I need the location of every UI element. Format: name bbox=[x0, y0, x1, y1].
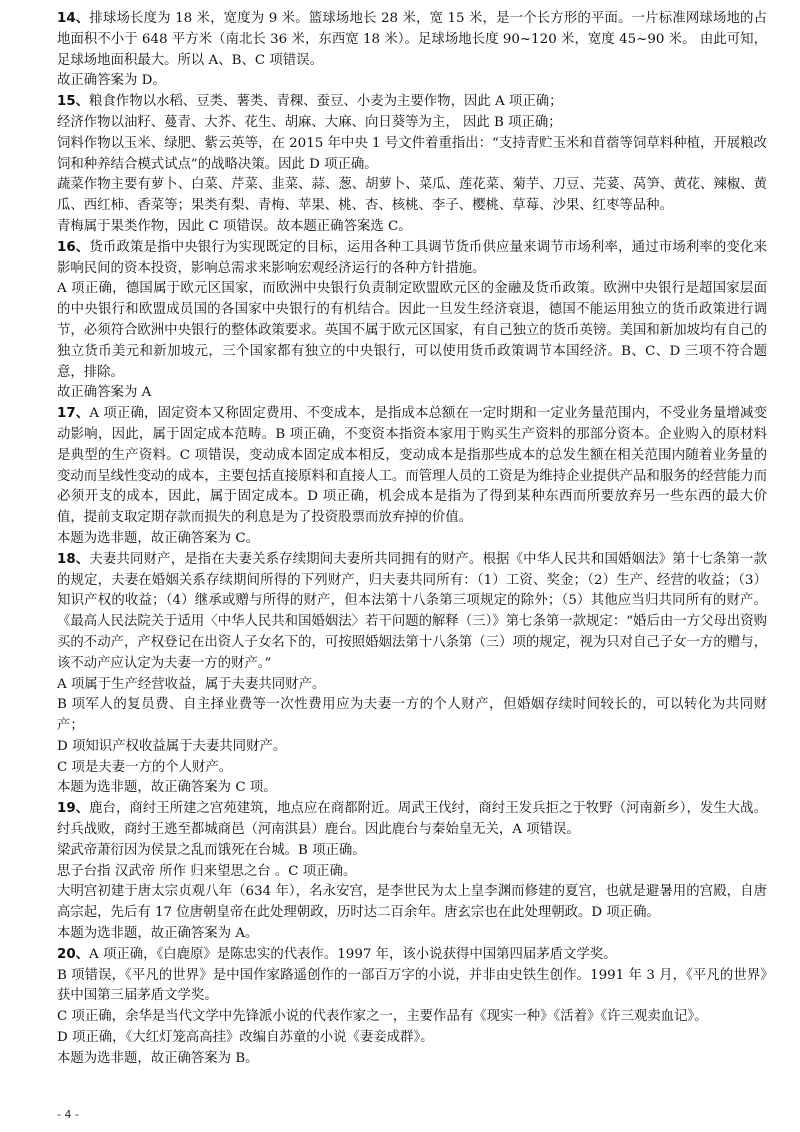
question-first-paragraph bbox=[57, 238, 767, 280]
paragraph-text: A 项正确，《白鹿原》是陈忠实的代表作。1997 年，该小说获得中国第四届茅盾文学奖。 bbox=[89, 946, 617, 962]
paragraph-text: C 项是夫妻一方的个人财产。 bbox=[57, 759, 233, 775]
explanation-paragraph bbox=[57, 924, 767, 945]
question-first-paragraph bbox=[57, 9, 767, 71]
answer-explanations bbox=[57, 9, 767, 1070]
question-first-paragraph bbox=[57, 404, 767, 529]
question-block bbox=[57, 92, 767, 238]
question-number: 16、 bbox=[57, 239, 90, 255]
paragraph-text: A 项正确，德国属于欧元区国家，而欧洲中央银行负责制定欧盟欧元区的金融及货币政策。欧洲中央银行是超国家层面的中央银行和欧盟成员国的各国家中央银行的有机结合。因此一旦发生经济衰退，德国不能运用独立的货币政策进行调节，必须符合欧洲中央银行的整体政策要求。英国不属于欧元区国家，有自己独立的货币英镑。美国和新加坡均有自己的独立货币美元和新加坡元，三个国家都有独立的中央银行，可以使用货币政策调节本国经济。B、C、D 三项不符合题意，排除。 bbox=[57, 281, 767, 380]
explanation-paragraph bbox=[57, 529, 767, 550]
paragraph-text: 本题为选非题，故正确答案为 B。 bbox=[57, 1050, 259, 1066]
page-number: - 4 - bbox=[57, 1108, 79, 1121]
paragraph-text: 本题为选非题，故正确答案为 C。 bbox=[57, 530, 259, 546]
paragraph-text: A 项属于生产经营收益，属于夫妻共同财产。 bbox=[57, 676, 326, 692]
paragraph-text: 故正确答案为 D。 bbox=[57, 73, 166, 89]
question-block bbox=[57, 404, 767, 550]
explanation-paragraph bbox=[57, 737, 767, 758]
explanation-paragraph bbox=[57, 383, 767, 404]
paragraph-text: 思子台指 汉武帝 所作 归来望思之台 。C 项正确。 bbox=[57, 863, 357, 879]
paragraph-text: 青梅属于果类作物，因此 C 项错误。故本题正确答案选 C。 bbox=[57, 218, 412, 234]
question-first-paragraph bbox=[57, 550, 767, 675]
paragraph-text: 货币政策是指中央银行为实现既定的目标，运用各种工具调节货币供应量来调节市场利率，通过市场利率的变化来影响民间的资本投资，影响总需求来影响宏观经济运行的各种方针措施。 bbox=[57, 239, 767, 276]
paragraph-text: A 项正确，固定资本又称固定费用、不变成本，是指成本总额在一定时期和一定业务量范围内，不受业务量增减变动影响，因此，属于固定成本范畴。B 项正确，不变资本指资本家用于购买生产资料的那部分资本。企业购入的原材料是典型的生产资料。C 项错误，变动成本固定成本相反，变动成本是指那些成本的总发生额在相关范围内随着业务量的变动而呈线性变动的成本，主要包括直接原料和直接人工。而管理人员的工资是为维持企业提供产品和服务的经营能力而必须开支的成本，因此，属于固定成本。D 项正确，机会成本是指为了得到某种东西而所要放弃另一些东西的最大价值，提前支取定期存款而损失的利息是为了投资股票而放弃掉的价值。 bbox=[57, 406, 767, 526]
question-block bbox=[57, 550, 767, 800]
question-first-paragraph bbox=[57, 945, 767, 966]
question-block bbox=[57, 9, 767, 92]
explanation-paragraph bbox=[57, 71, 767, 92]
explanation-paragraph bbox=[57, 113, 767, 134]
explanation-paragraph bbox=[57, 134, 767, 176]
paragraph-text: B 项错误，《平凡的世界》是中国作家路遥创作的一部百万字的小说，并非由史铁生创作。1991 年 3 月，《平凡的世界》获中国第三届茅盾文学奖。 bbox=[57, 967, 767, 1004]
explanation-paragraph bbox=[57, 279, 767, 383]
paragraph-text: 粮食作物以水稻、豆类、薯类、青稞、蚕豆、小麦为主要作物，因此 A 项正确； bbox=[89, 94, 563, 110]
paragraph-text: 夫妻共同财产，是指在夫妻关系存续期间夫妻所共同拥有的财产。根据《中华人民共和国婚姻法》第十七条第一款的规定，夫妻在婚姻关系存续期间所得的下列财产，归夫妻共同所有：（1）工资、奖金；（2）生产、经营的收益；（3）知识产权的收益；（4）继承或赠与所得的财产，但本法第十八条第三项规定的除外；（5）其他应当归共同所有的财产。《最高人民法院关于适用〈中华人民共和国婚姻法〉若干问题的解释（三）》第七条第一款规定：“婚后由一方父母出资购买的不动产，产权登记在出资人子女名下的，可按照婚姻法第十八条第（三）项的规定，视为只对自己子女一方的赠与，该不动产应认定为夫妻一方的财产。” bbox=[57, 551, 767, 671]
explanation-paragraph bbox=[57, 966, 767, 1008]
paragraph-text: 经济作物以油籽、蔓青、大芥、花生、胡麻、大麻、向日葵等为主， 因此 B 项正确； bbox=[57, 114, 562, 130]
paragraph-text: 梁武帝萧衍因为侯景之乱而饿死在台城。B 项正确。 bbox=[57, 842, 366, 858]
question-number: 20、 bbox=[57, 946, 90, 962]
explanation-paragraph bbox=[57, 1028, 767, 1049]
paragraph-text: D 项知识产权收益属于夫妻共同财产。 bbox=[57, 738, 287, 754]
question-block bbox=[57, 799, 767, 945]
paragraph-text: B 项军人的复员费、自主择业费等一次性费用应为夫妻一方的个人财产，但婚姻存续时间较长的，可以转化为共同财产； bbox=[57, 697, 767, 734]
question-number: 18、 bbox=[57, 551, 90, 567]
paragraph-text: D 项正确，《大红灯笼高高挂》改编自苏童的小说《妻妾成群》。 bbox=[57, 1030, 434, 1046]
question-number: 14、 bbox=[57, 11, 90, 26]
explanation-paragraph bbox=[57, 217, 767, 238]
paragraph-text: 本题为选非题，故正确答案为 A。 bbox=[57, 926, 259, 942]
question-first-paragraph bbox=[57, 799, 767, 841]
explanation-paragraph bbox=[57, 778, 767, 799]
explanation-paragraph bbox=[57, 675, 767, 696]
question-first-paragraph bbox=[57, 92, 767, 113]
question-block bbox=[57, 945, 767, 1070]
explanation-paragraph bbox=[57, 758, 767, 779]
paragraph-text: 蔬菜作物主要有萝卜、白菜、芹菜、韭菜、蒜、葱、胡萝卜、菜瓜、莲花菜、菊芋、刀豆、芫荽、莴笋、黄花、辣椒、黄瓜、西红柿、香菜等；果类有梨、青梅、苹果、桃、杏、核桃、李子、樱桃、草莓、沙果、红枣等品种。 bbox=[57, 177, 767, 214]
explanation-paragraph bbox=[57, 1007, 767, 1028]
explanation-paragraph bbox=[57, 1049, 767, 1070]
paragraph-text: 故正确答案为 A bbox=[57, 385, 152, 401]
explanation-paragraph bbox=[57, 695, 767, 737]
question-number: 15、 bbox=[57, 94, 90, 110]
paragraph-text: 饲料作物以玉米、绿肥、紫云英等，在 2015 年中央 1 号文件着重指出：“支持青贮玉米和苜蓿等饲草料种植，开展粮改饲和种养结合模式试点”的战略决策。因此 D 项正确。 bbox=[57, 135, 767, 172]
explanation-paragraph bbox=[57, 175, 767, 217]
question-number: 17、 bbox=[57, 406, 90, 422]
explanation-paragraph bbox=[57, 862, 767, 883]
paragraph-text: 排球场长度为 18 米，宽度为 9 米。篮球场地长 28 米，宽 15 米，是一个长方形的平面。一片标准网球场地的占地面积不小于 648 平方米（南北长 36 米，东西宽 18 米）。足球场地长度 90~120 米，宽度 45~90 米。 由此可知，足球场地面积最大。所以 A、B、C 项错误。 bbox=[57, 11, 767, 68]
explanation-paragraph bbox=[57, 882, 767, 924]
paragraph-text: 鹿台，商纣王所建之宫苑建筑，地点应在商都附近。周武王伐纣，商纣王发兵拒之于牧野（河南新乡），发生大战。纣兵战败，商纣王逃至都城商邑（河南淇县）鹿台。因此鹿台与秦始皇无关，A 项错误。 bbox=[57, 801, 767, 838]
question-number: 19、 bbox=[57, 801, 90, 817]
paragraph-text: 大明宫初建于唐太宗贞观八年（634 年），名永安宫，是李世民为太上皇李渊而修建的夏宫，也就是避暑用的宫殿，自唐高宗起，先后有 17 位唐朝皇帝在此处理朝政，历时达二百余年。唐玄宗也在此处理朝政。D 项正确。 bbox=[57, 884, 767, 921]
question-block bbox=[57, 238, 767, 404]
paragraph-text: 本题为选非题，故正确答案为 C 项。 bbox=[57, 780, 277, 796]
explanation-paragraph bbox=[57, 841, 767, 862]
paragraph-text: C 项正确，余华是当代文学中先锋派小说的代表作家之一，主要作品有《现实一种》《活着》《许三观卖血记》。 bbox=[57, 1009, 708, 1025]
